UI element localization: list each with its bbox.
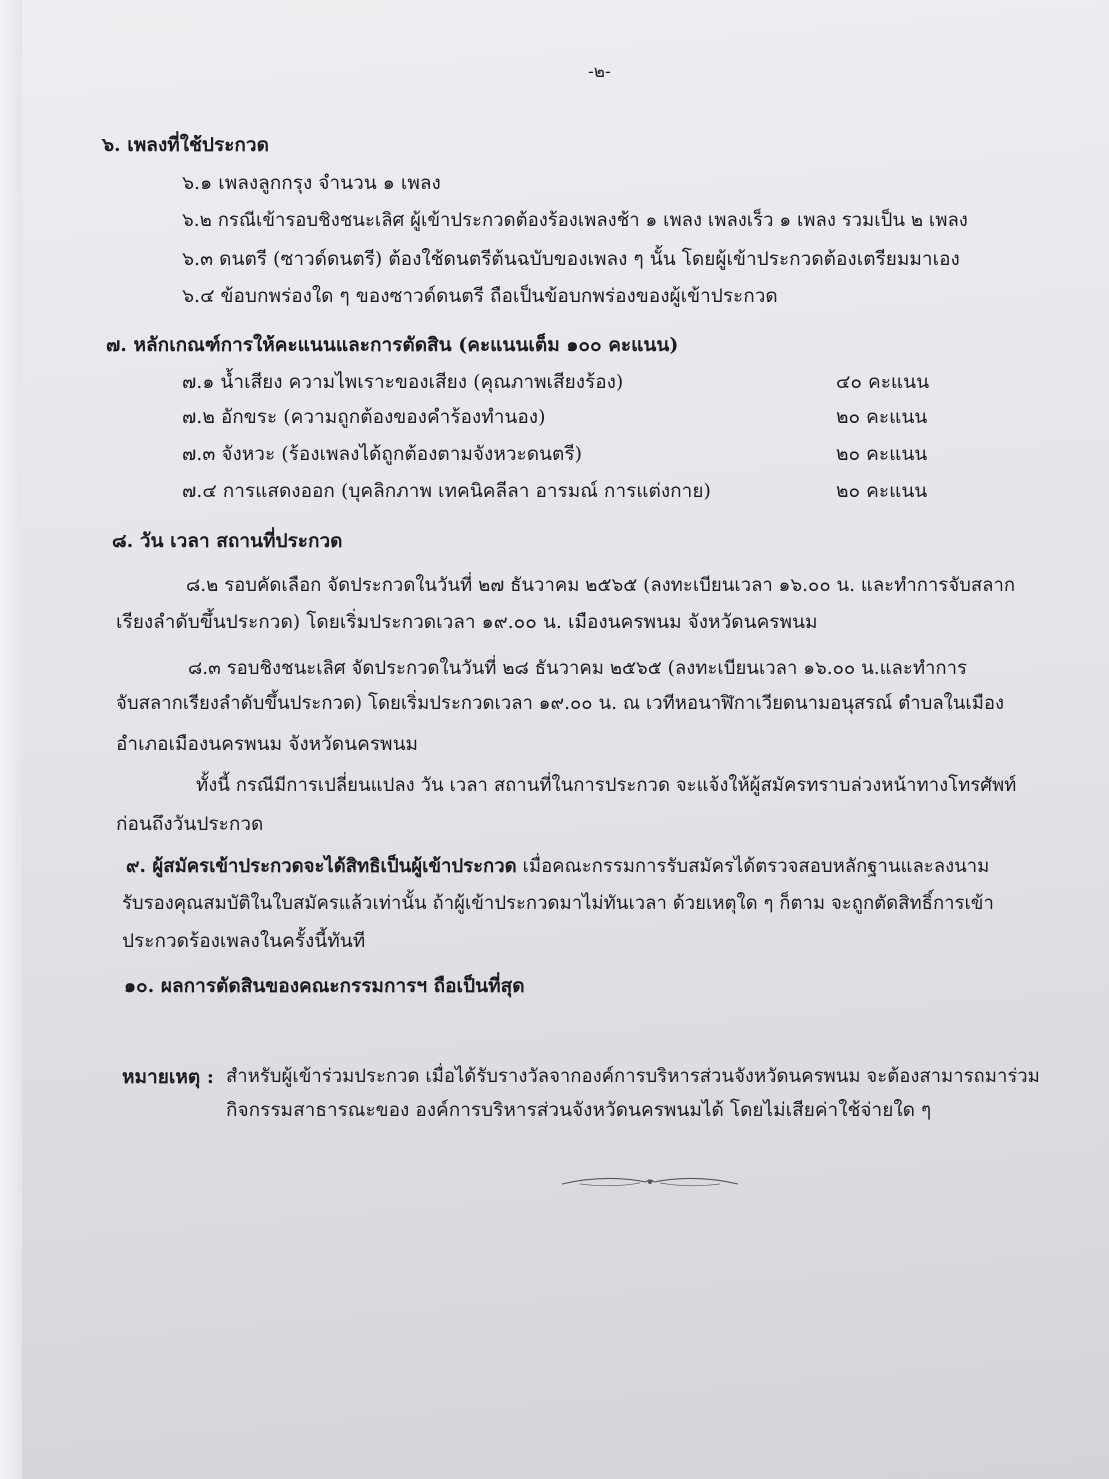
section-8-p2-line3: อำเภอเมืองนครพนม จังหวัดนครพนม (116, 733, 419, 755)
section-10-heading: ๑๐. ผลการตัดสินของคณะกรรมการฯ ถือเป็นที่สุด (124, 975, 525, 997)
criteria-4-score: ๒๐ คะแนน (836, 480, 928, 502)
section-6-item-2: ๖.๒ กรณีเข้ารอบชิงชนะเลิศ ผู้เข้าประกวดต้องร้องเพลงช้า ๑ เพลง เพลงเร็ว ๑ เพลง รวมเป็น ๒ เพลง (182, 210, 968, 231)
section-9-line1-rest: เมื่อคณะกรรมการรับสมัครได้ตรวจสอบหลักฐานและลงนาม (522, 856, 990, 877)
section-6-heading: ๖. เพลงที่ใช้ประกวด (102, 134, 269, 156)
ornament-divider-icon (560, 1170, 740, 1194)
adjacent-page-edge (0, 0, 23, 1479)
page-number: -๒- (588, 62, 611, 82)
criteria-3-score: ๒๐ คะแนน (836, 443, 928, 465)
section-9-heading: ๙. ผู้สมัครเข้าประกวดจะได้สิทธิเป็นผู้เข้าประกวด (126, 856, 517, 877)
criteria-3-label: ๗.๓ จังหวะ (ร้องเพลงได้ถูกต้องตามจังหวะดนตรี) (182, 443, 583, 465)
criteria-1-label: ๗.๑ น้ำเสียง ความไพเราะของเสียง (คุณภาพเสียงร้อง) (182, 371, 624, 393)
section-8-p3-line1: ทั้งนี้ กรณีมีการเปลี่ยนแปลง วัน เวลา สถานที่ในการประกวด จะแจ้งให้ผู้สมัครทราบล่วงหน้าทางโทรศัพท์ (196, 775, 1017, 796)
section-8-p1-line2: เรียงลำดับขึ้นประกวด) โดยเริ่มประกวดเวลา ๑๙.๐๐ น. เมืองนครพนม จังหวัดนครพนม (116, 611, 818, 633)
criteria-2-score: ๒๐ คะแนน (836, 406, 928, 428)
section-6-item-4: ๖.๔ ข้อบกพร่องใด ๆ ของซาวด์ดนตรี ถือเป็นข้อบกพร่องของผู้เข้าประกวด (182, 285, 778, 307)
criteria-1-score: ๔๐ คะแนน (836, 371, 930, 393)
section-6-item-3: ๖.๓ ดนตรี (ซาวด์ดนตรี) ต้องใช้ดนตรีต้นฉบับของเพลง ๆ นั้น โดยผู้เข้าประกวดต้องเตรียมมาเอง (182, 248, 960, 270)
section-8-p3-line2: ก่อนถึงวันประกวด (116, 813, 264, 835)
section-9-line2: รับรองคุณสมบัติในใบสมัครแล้วเท่านั้น ถ้าผู้เข้าประกวดมาไม่ทันเวลา ด้วยเหตุใด ๆ ก็ตาม จะถูกตัดสิทธิ์การเข้า (122, 893, 994, 914)
section-9-line3: ประกวดร้องเพลงในครั้งนี้ทันที (122, 930, 366, 952)
remark-line2: กิจกรรมสาธารณะของ องค์การบริหารส่วนจังหวัดนครพนมได้ โดยไม่เสียค่าใช้จ่ายใด ๆ (226, 1099, 932, 1121)
section-9-line1 (126, 858, 989, 877)
section-8-heading: ๘. วัน เวลา สถานที่ประกวด (112, 530, 343, 552)
section-6-item-1: ๖.๑ เพลงลูกกรุง จำนวน ๑ เพลง (182, 172, 441, 194)
remark-label: หมายเหตุ : (122, 1066, 214, 1088)
remark-line1: สำหรับผู้เข้าร่วมประกวด เมื่อได้รับรางวัลจากองค์การบริหารส่วนจังหวัดนครพนม จะต้องสามารถมาร่วม (226, 1066, 1040, 1087)
section-8-p2-line2: จับสลากเรียงลำดับขึ้นประกวด) โดยเริ่มประกวดเวลา ๑๙.๐๐ น. ณ เวทีหอนาฬิกาเวียดนามอนุสรณ์ ตำบลในเมือง (116, 693, 1005, 714)
section-7-heading: ๗. หลักเกณฑ์การให้คะแนนและการตัดสิน (คะแนนเต็ม ๑๐๐ คะแนน) (106, 334, 679, 356)
section-8-p1-line1: ๘.๒ รอบคัดเลือก จัดประกวดในวันที่ ๒๗ ธันวาคม ๒๕๖๕ (ลงทะเบียนเวลา ๑๖.๐๐ น. และทำการจับสลาก (186, 575, 1016, 596)
criteria-4-label: ๗.๔ การแสดงออก (บุคลิกภาพ เทคนิคลีลา อารมณ์ การแต่งกาย) (182, 480, 711, 502)
criteria-2-label: ๗.๒ อักขระ (ความถูกต้องของคำร้องทำนอง) (182, 406, 546, 428)
section-8-p2-line1: ๘.๓ รอบชิงชนะเลิศ จัดประกวดในวันที่ ๒๘ ธันวาคม ๒๕๖๕ (ลงทะเบียนเวลา ๑๖.๐๐ น.และทำการ (188, 658, 967, 679)
